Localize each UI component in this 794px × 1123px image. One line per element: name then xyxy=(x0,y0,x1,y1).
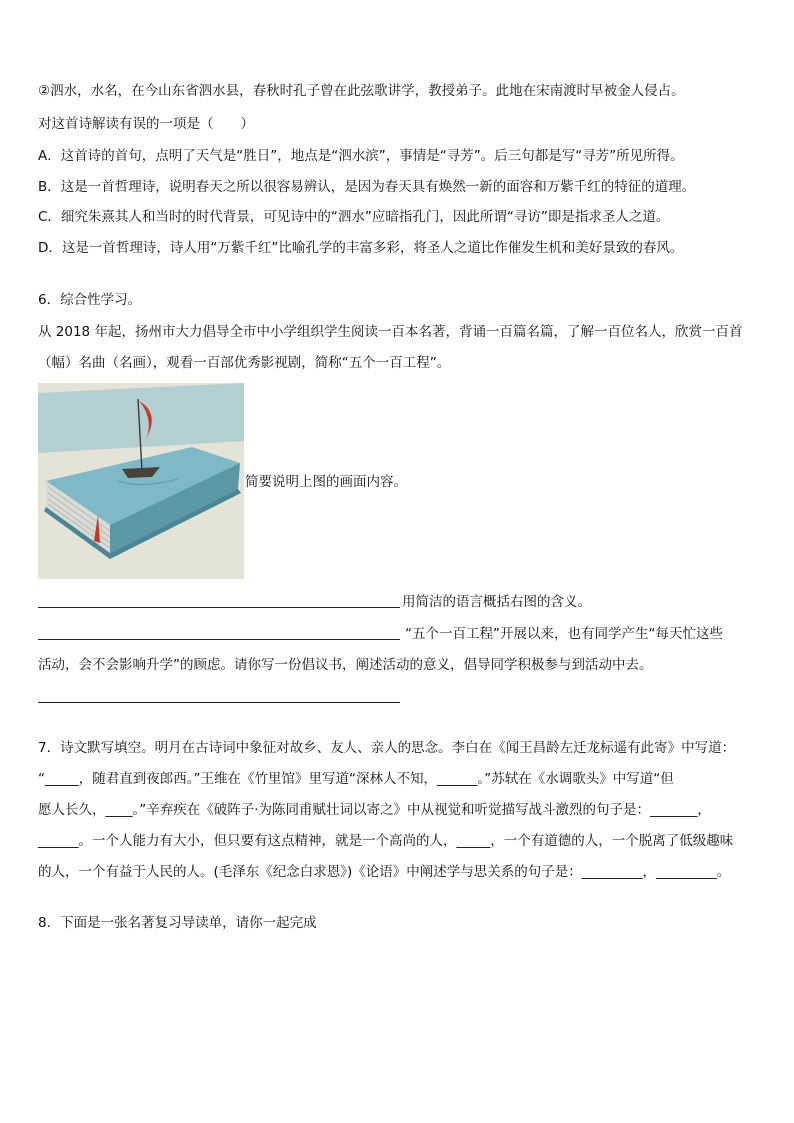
q6-task-2: 用简洁的语言概括右图的含义。 xyxy=(402,594,591,610)
q5-note-2: ②泗水，水名，在今山东省泗水县，春秋时孔子曾在此弦歌讲学，教授弟子。此地在宋南渡时早被金人侵占。 xyxy=(38,83,685,99)
q5-option-d: D．这是一首哲理诗，诗人用“万紫千红”比喻孔学的丰富多彩，将圣人之道比作催发生机和美好景致的春风。 xyxy=(38,240,684,256)
answer-blank-2[interactable] xyxy=(38,638,400,640)
q7-line5: 的人，一个有益于人民的人。(毛泽东《纪念白求恩》)《论语》中阐述学与思关系的句子是：_________，_________。 xyxy=(38,864,731,880)
q7-line3: 愿人长久，____。”辛弃疾在《破阵子·为陈同甫赋壮词以寄之》中从视觉和听觉描写战斗激烈的句子是：_______， xyxy=(38,802,711,818)
q6-title: 6．综合性学习。 xyxy=(38,292,142,308)
q6-image-caption: 简要说明上图的画面内容。 xyxy=(245,474,407,490)
q5-option-c: C．细究朱熹其人和当时的时代背景，可见诗中的“泗水”应暗指孔门，因此所谓“寻访”即是指求圣人之道。 xyxy=(38,209,670,225)
q5-option-a: A．这首诗的首句，点明了天气是“胜日”，地点是“泗水滨”，事情是“寻芳”。后三句都是写“寻芳”所见所得。 xyxy=(38,148,684,164)
answer-blank-3[interactable] xyxy=(38,701,400,703)
q6-intro-line2: （幅）名曲（名画），观看一百部优秀影视剧，简称“五个一百工程”。 xyxy=(38,355,451,371)
q6-task-3-part2: 活动，会不会影响升学”的顾虑。请你写一份倡议书，阐述活动的意义，倡导同学积极参与到活动中去。 xyxy=(38,657,653,673)
q8-title: 8．下面是一张名著复习导读单，请你一起完成 xyxy=(38,915,317,931)
q5-stem: 对这首诗解读有误的一项是（ ） xyxy=(38,116,254,132)
book-boat-illustration xyxy=(38,383,244,579)
q6-task-3-part1: “五个一百工程”开展以来，也有同学产生“每天忙这些 xyxy=(405,626,723,642)
q7-line4: ______。一个人能力有大小，但只要有这点精神，就是一个高尚的人，_____，一个有道德的人，一个脱离了低级趣味 xyxy=(38,833,734,849)
q6-intro-line1: 从 2018 年起，扬州市大力倡导全市中小学组织学生阅读一百本名著，背诵一百篇名篇，了解一百位名人，欣赏一百首 xyxy=(38,324,743,340)
q7-line2: “_____，随君直到夜郎西。”王维在《竹里馆》里写道“深林人不知，______。”苏轼在《水调歌头》中写道“但 xyxy=(38,771,674,787)
q5-option-b: B．这是一首哲理诗，说明春天之所以很容易辨认，是因为春天具有焕然一新的面容和万紫千红的特征的道理。 xyxy=(38,179,696,195)
q7-line1: 7．诗文默写填空。明月在古诗词中象征对故乡、友人、亲人的思念。李白在《闻王昌龄左迁龙标遥有此寄》中写道： xyxy=(38,740,736,756)
answer-blank-1[interactable] xyxy=(38,606,400,608)
